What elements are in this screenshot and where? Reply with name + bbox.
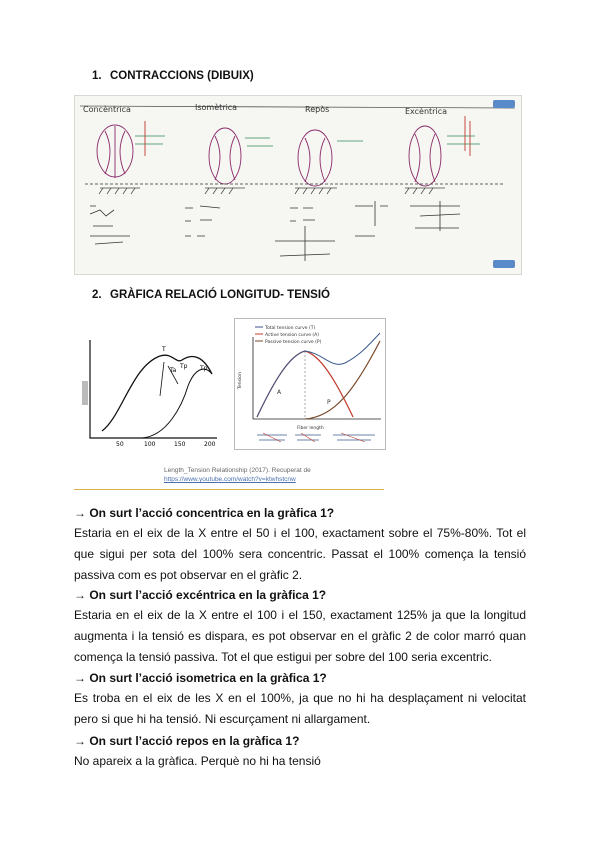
- graph-1-label-ta: Ta: [170, 367, 177, 374]
- graph-2-passive-curve: [305, 341, 380, 419]
- graph-2-axes: [253, 337, 381, 419]
- graph-2-xlabel: Fiber length: [297, 426, 324, 431]
- section-1-title: CONTRACCIONS (DIBUIX): [110, 70, 254, 82]
- section-2-number: 2.: [92, 289, 102, 301]
- section-2-title: GRÀFICA RELACIÓ LONGITUD- TENSIÓ: [110, 289, 330, 301]
- wb-label-rest: Repòs: [305, 105, 330, 114]
- answer-2: Estaria en el eix de la X entre el 100 i el 150, exactament 125% ja que la longitud augmenta i la tensió es dispara, es pot observar en el gràfic 2 de color marró quan comença la tensió passiva. Tot el que estigui per sobre del 100 seria excentric.: [74, 608, 526, 664]
- wb-bases: [99, 188, 445, 194]
- graph-2-ylabel: Tension: [238, 372, 243, 389]
- graph-1-tick-50: 50: [116, 441, 124, 448]
- graph-2-legend-active: Active tension curve (A): [265, 333, 319, 338]
- answer-4: No apareix a la gràfica. Perquè no hi ha tensió: [74, 754, 321, 768]
- question-1: → On surt l’acció concentrica en la gràfica 1?: [74, 506, 335, 520]
- wb-muscle-4: [409, 126, 441, 186]
- wb-label-eccentric: Excèntrica: [405, 107, 447, 116]
- wb-label-concentric: Concèntrica: [83, 105, 131, 114]
- graph-1-tick-200: 200: [204, 441, 216, 448]
- graph-2-legend-total: Total tension curve (T): [265, 326, 316, 331]
- wb-formulas: [90, 201, 460, 261]
- graph-2-region-a: A: [277, 389, 282, 396]
- wb-direction-marks: [145, 116, 470, 156]
- divider-line: [74, 489, 384, 490]
- question-3: → On surt l’acció isometrica en la gràfica 1?: [74, 671, 327, 685]
- section-2-heading: [92, 289, 330, 301]
- graph-1-tick-100: 100: [144, 441, 156, 448]
- caption-source: Length_Tension Relationship (2017). Recuperat de: [164, 467, 311, 474]
- graph-2-total-curve: [257, 333, 380, 417]
- whiteboard-sketch: [75, 96, 521, 274]
- wb-label-isometric: Isomètrica: [195, 103, 238, 112]
- whiteboard-drawing: [74, 95, 522, 275]
- caption-url[interactable]: https://www.youtube.com/watch?v=ktwhstcnw: [164, 476, 296, 483]
- question-4: → On surt l’acció repos en la gràfica 1?: [74, 734, 300, 748]
- graph-1: [82, 326, 232, 454]
- graph-1-label-t: T: [162, 346, 166, 353]
- wb-muscle-1: [97, 125, 133, 178]
- figure-caption: [164, 466, 311, 484]
- wb-muscle-3: [298, 130, 332, 186]
- graph-2-legend-passive: Passive tension curve (P): [265, 340, 322, 345]
- graph-1-total-curve: [102, 355, 212, 431]
- question-2: → On surt l’acció excéntrica en la gràfica 1?: [74, 588, 327, 602]
- wb-muscle-2: [209, 128, 241, 184]
- graph-1-passive-curve: [142, 369, 212, 438]
- answer-3: Es troba en el eix de les X en el 100%, ja que no hi ha desplaçament ni velocitat pero si que hi ha tensió. Ni escurçament ni allargament.: [74, 691, 526, 726]
- graph-1-label-tp: Tp: [180, 363, 188, 370]
- graph-1-label-tp2: Tp: [200, 365, 208, 372]
- section-1-number: 1.: [92, 70, 102, 82]
- graph-1-ylabel: [82, 381, 88, 405]
- graph-1-tick-150: 150: [174, 441, 186, 448]
- answer-1: Estaria en el eix de la X entre el 50 i el 100, exactament sobre el 75%-80%. Tot el que sigui per sota del 100% sera concentric. Passat el 100% comença la tensió passiva com es pot observar en el gràfic 2.: [74, 526, 526, 582]
- graph-2-region-p: P: [327, 399, 331, 406]
- graph-2: [234, 318, 386, 450]
- section-1-heading: [92, 70, 254, 82]
